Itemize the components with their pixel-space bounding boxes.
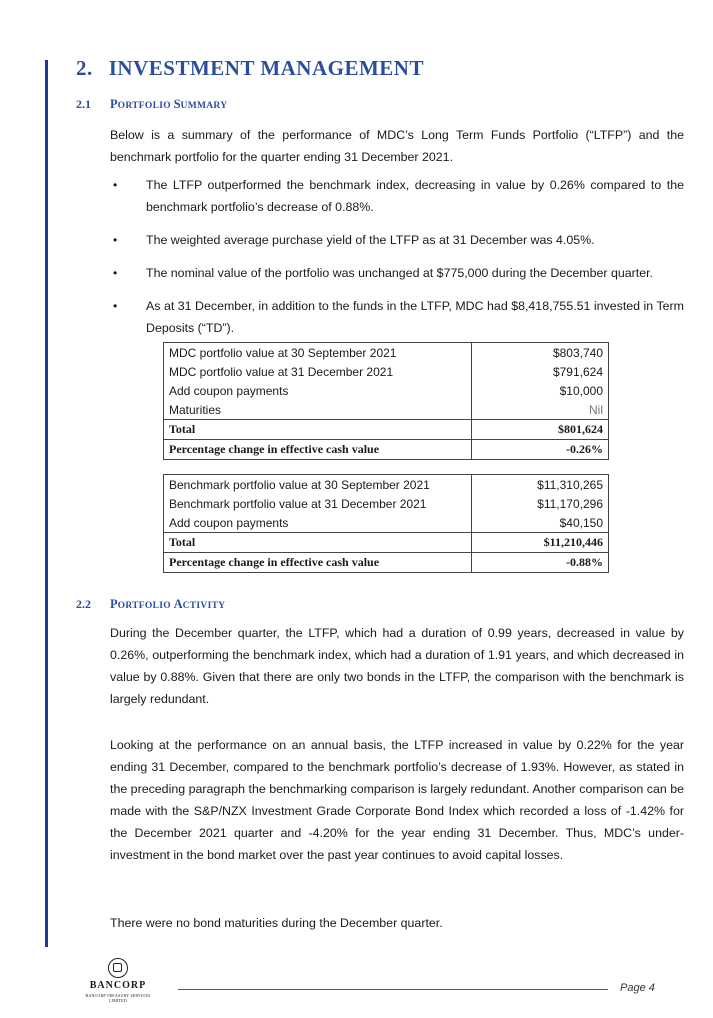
row-value: $11,310,265 bbox=[472, 475, 609, 495]
row-value: $803,740 bbox=[472, 343, 609, 363]
row-label: Add coupon payments bbox=[164, 381, 472, 400]
subsection-number: 2.2 bbox=[76, 597, 91, 611]
logo-name: BANCORP bbox=[89, 980, 147, 991]
table-row bbox=[164, 400, 609, 420]
bullet-dot: • bbox=[113, 266, 118, 280]
subsection-heading-summary bbox=[76, 97, 227, 112]
heading-letter: P bbox=[110, 97, 118, 111]
heading-smallcaps: UMMARY bbox=[180, 101, 228, 111]
change-label: Percentage change in effective cash value bbox=[164, 440, 472, 460]
table-row bbox=[164, 343, 609, 363]
bullet-text: The weighted average purchase yield of the LTFP as at 31 December was 4.05%. bbox=[146, 233, 595, 247]
row-label: MDC portfolio value at 31 December 2021 bbox=[164, 362, 472, 381]
bullet-dot: • bbox=[113, 233, 118, 247]
bullet-item bbox=[110, 174, 684, 218]
heading-smallcaps: ORTFOLIO bbox=[117, 101, 174, 111]
change-value: -0.88% bbox=[472, 553, 609, 573]
row-value: $40,150 bbox=[472, 513, 609, 533]
row-label: Benchmark portfolio value at 31 December 2021 bbox=[164, 494, 472, 513]
bullet-item bbox=[110, 229, 684, 251]
row-value: $10,000 bbox=[472, 381, 609, 400]
total-label: Total bbox=[164, 420, 472, 440]
row-label: Benchmark portfolio value at 30 September 2021 bbox=[164, 475, 472, 495]
heading-smallcaps: ORTFOLIO bbox=[117, 601, 174, 611]
subsection-number: 2.1 bbox=[76, 97, 91, 111]
bullet-text: The LTFP outperformed the benchmark index, decreasing in value by 0.26% compared to the benchmark portfolio’s decrease of 0.88%. bbox=[146, 178, 684, 214]
change-label: Percentage change in effective cash value bbox=[164, 553, 472, 573]
section-side-bar bbox=[45, 60, 48, 947]
section-heading bbox=[76, 56, 424, 81]
benchmark-portfolio-table bbox=[163, 474, 609, 573]
bullet-item bbox=[110, 262, 684, 284]
row-value: $791,624 bbox=[472, 362, 609, 381]
row-label: MDC portfolio value at 30 September 2021 bbox=[164, 343, 472, 363]
footer-divider bbox=[178, 989, 608, 990]
table-row bbox=[164, 381, 609, 400]
heading-letter: A bbox=[173, 597, 183, 611]
heading-smallcaps: CTIVITY bbox=[182, 601, 226, 611]
bullet-item bbox=[110, 295, 684, 339]
mdc-portfolio-table bbox=[163, 342, 609, 460]
bullet-dot: • bbox=[113, 178, 118, 192]
bullet-text: The nominal value of the portfolio was unchanged at $775,000 during the December quarter. bbox=[146, 266, 653, 280]
total-value: $11,210,446 bbox=[472, 533, 609, 553]
heading-letter: S bbox=[173, 97, 181, 111]
row-label: Add coupon payments bbox=[164, 513, 472, 533]
table-row bbox=[164, 494, 609, 513]
change-value: -0.26% bbox=[472, 440, 609, 460]
activity-paragraph-1: During the December quarter, the LTFP, which had a duration of 0.99 years, decreased in value by 0.26%, outperforming the benchmark index, which had a duration of 1.91 years, and which decreased in value by 0.88%. Given that there are only two bonds in the LTFP, the comparison with the benchmark is largely redundant. bbox=[110, 626, 684, 706]
logo-subtitle: BANCORP TREASURY SERVICES LIMITED bbox=[85, 993, 151, 1003]
bancorp-logo bbox=[78, 958, 158, 1003]
row-value: Nil bbox=[472, 400, 609, 420]
heading-letter: P bbox=[110, 597, 118, 611]
summary-intro: Below is a summary of the performance of MDC’s Long Term Funds Portfolio (“LTFP”) and the benchmark portfolio for the quarter ending 31 December 2021. bbox=[110, 128, 684, 164]
total-row bbox=[164, 420, 609, 440]
bullet-dot: • bbox=[113, 299, 118, 313]
change-row bbox=[164, 553, 609, 573]
page-number: Page 4 bbox=[620, 982, 655, 994]
subsection-heading-activity bbox=[76, 597, 225, 612]
activity-paragraph-2: Looking at the performance on an annual basis, the LTFP increased in value by 0.22% for the year ending 31 December, compared to the benchmark portfolio’s decrease of 1.93%. However, as stated in the preceding paragraph the benchmarking comparison is largely redundant. Another comparison can be made with the S&P/NZX Investment Grade Corporate Bond Index which recorded a loss of -1.42% for the December 2021 quarter and -4.20% for the year ending 31 December. Thus, MDC’s under-investment in the bond market over the past year continues to avoid capital losses. bbox=[110, 738, 684, 862]
bancorp-logo-icon bbox=[108, 958, 128, 978]
row-value: $11,170,296 bbox=[472, 494, 609, 513]
total-label: Total bbox=[164, 533, 472, 553]
table-row bbox=[164, 362, 609, 381]
summary-bullet-list bbox=[110, 174, 684, 350]
table-row bbox=[164, 513, 609, 533]
table-row bbox=[164, 475, 609, 495]
activity-paragraph-3: There were no bond maturities during the December quarter. bbox=[110, 916, 443, 930]
row-label: Maturities bbox=[164, 400, 472, 420]
change-row bbox=[164, 440, 609, 460]
total-row bbox=[164, 533, 609, 553]
total-value: $801,624 bbox=[472, 420, 609, 440]
bullet-text: As at 31 December, in addition to the funds in the LTFP, MDC had $8,418,755.51 invested in Term Deposits (“TD”). bbox=[146, 299, 684, 335]
section-title: INVESTMENT MANAGEMENT bbox=[108, 56, 424, 80]
section-number: 2. bbox=[76, 56, 93, 80]
